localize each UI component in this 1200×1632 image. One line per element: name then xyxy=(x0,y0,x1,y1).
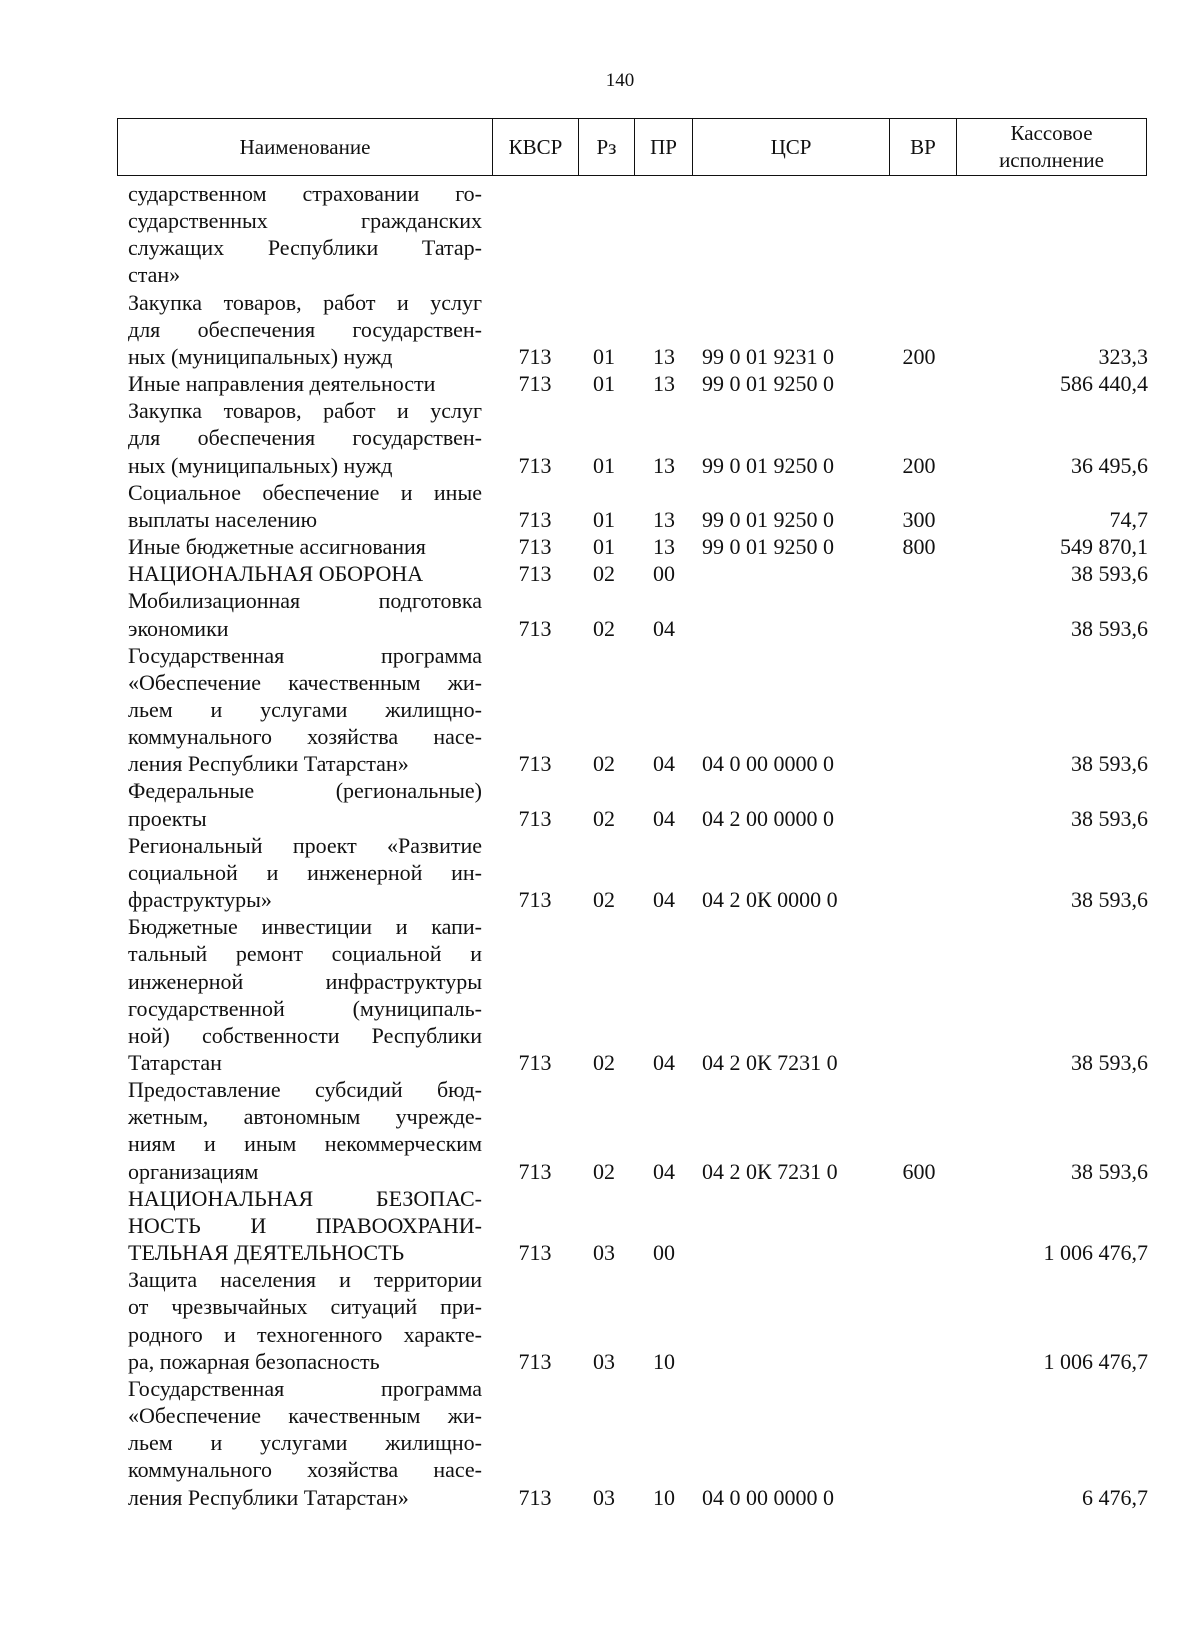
row-vr: 200 xyxy=(902,452,936,478)
row-name-line: «Обеспечение качественным жи- xyxy=(128,669,482,695)
row-kvsr: 713 xyxy=(518,534,552,560)
row-rz: 03 xyxy=(593,1484,615,1510)
row-name xyxy=(128,587,482,641)
row-amount: 549 870,1 xyxy=(1060,534,1148,560)
row-pr: 13 xyxy=(653,534,675,560)
row-kvsr: 713 xyxy=(518,805,552,831)
row-name xyxy=(128,397,482,478)
row-name-line: жетным, автономным учрежде- xyxy=(128,1104,482,1130)
row-csr: 04 2 0К 0000 0 xyxy=(702,887,838,913)
row-kvsr: 713 xyxy=(518,561,552,587)
row-name-line: организациям xyxy=(128,1158,259,1184)
row-rz: 01 xyxy=(593,506,615,532)
row-csr: 04 2 00 0000 0 xyxy=(702,805,834,831)
row-amount: 38 593,6 xyxy=(1071,751,1148,777)
row-amount: 6 476,7 xyxy=(1082,1484,1148,1510)
row-rz: 02 xyxy=(593,751,615,777)
table-header xyxy=(117,118,1147,176)
row-name xyxy=(128,180,482,289)
row-csr: 99 0 01 9231 0 xyxy=(702,343,834,369)
header-vr: ВР xyxy=(889,119,956,175)
row-kvsr: 713 xyxy=(518,615,552,641)
row-kvsr: 713 xyxy=(518,1348,552,1374)
table-row xyxy=(0,587,1200,641)
row-name-line: льем и услугами жилищно- xyxy=(128,696,482,722)
row-amount: 586 440,4 xyxy=(1060,371,1148,397)
table-row xyxy=(0,1266,1200,1375)
table-body xyxy=(0,180,1200,1511)
table-row xyxy=(0,479,1200,533)
row-kvsr: 713 xyxy=(518,343,552,369)
row-pr: 13 xyxy=(653,506,675,532)
row-amount: 1 006 476,7 xyxy=(1043,1348,1148,1374)
row-name-line: Татарстан xyxy=(128,1050,222,1075)
row-rz: 01 xyxy=(593,371,615,397)
row-name-line: Закупка товаров, работ и услуг xyxy=(128,289,482,315)
header-amount: Кассовое исполнение xyxy=(956,119,1146,175)
row-name-line: Федеральные (региональные) xyxy=(128,778,482,804)
header-kvsr: КВСР xyxy=(492,119,578,175)
table-row xyxy=(0,370,1200,397)
row-csr: 99 0 01 9250 0 xyxy=(702,534,834,560)
row-csr: 04 2 0К 7231 0 xyxy=(702,1158,838,1184)
row-rz: 01 xyxy=(593,534,615,560)
row-amount: 38 593,6 xyxy=(1071,561,1148,587)
row-pr: 04 xyxy=(653,751,675,777)
row-name-line: Государственная программа xyxy=(128,1375,482,1401)
row-name-line: экономики xyxy=(128,615,229,641)
row-amount: 1 006 476,7 xyxy=(1043,1240,1148,1266)
row-name-line: НОСТЬ И ПРАВООХРАНИ- xyxy=(128,1212,482,1238)
table-row xyxy=(0,1185,1200,1266)
header-rz: Рз xyxy=(578,119,634,175)
row-pr: 13 xyxy=(653,452,675,478)
table-row xyxy=(0,180,1200,289)
row-name-line: ления Республики Татарстан» xyxy=(128,751,409,777)
row-vr: 200 xyxy=(902,343,936,369)
row-name xyxy=(128,560,482,587)
row-vr: 600 xyxy=(902,1158,936,1184)
table-row xyxy=(0,1375,1200,1511)
row-name-line: социальной и инженерной ин- xyxy=(128,859,482,885)
row-name-line: тальный ремонт социальной и xyxy=(128,941,482,967)
table-row xyxy=(0,642,1200,778)
row-name-line: Предоставление субсидий бюд- xyxy=(128,1077,482,1103)
row-amount: 38 593,6 xyxy=(1071,1050,1148,1075)
row-name-line: Закупка товаров, работ и услуг xyxy=(128,398,482,424)
row-name-line: коммунального хозяйства насе- xyxy=(128,724,482,750)
row-pr: 13 xyxy=(653,343,675,369)
row-kvsr: 713 xyxy=(518,371,552,397)
row-name-line: для обеспечения государствен- xyxy=(128,425,482,451)
row-csr: 04 0 00 0000 0 xyxy=(702,1484,834,1510)
row-csr: 04 0 00 0000 0 xyxy=(702,751,834,777)
row-name xyxy=(128,1076,482,1185)
row-name-line: от чрезвычайных ситуаций при- xyxy=(128,1294,482,1320)
row-pr: 04 xyxy=(653,1050,675,1075)
row-pr: 04 xyxy=(653,887,675,913)
row-pr: 10 xyxy=(653,1348,675,1374)
row-name-line: ления Республики Татарстан» xyxy=(128,1484,409,1510)
row-name-line: Государственная программа xyxy=(128,642,482,668)
table-row xyxy=(0,1076,1200,1185)
row-name xyxy=(128,533,482,560)
row-name-line: НАЦИОНАЛЬНАЯ ОБОРОНА xyxy=(128,561,424,587)
table-row xyxy=(0,397,1200,478)
row-amount: 38 593,6 xyxy=(1071,805,1148,831)
row-rz: 02 xyxy=(593,1050,615,1075)
row-pr: 00 xyxy=(653,1240,675,1266)
table-row xyxy=(0,913,1200,1076)
table-row xyxy=(0,777,1200,831)
row-name xyxy=(128,642,482,778)
row-name-line: ТЕЛЬНАЯ ДЕЯТЕЛЬНОСТЬ xyxy=(128,1240,405,1266)
table-row xyxy=(0,832,1200,913)
row-kvsr: 713 xyxy=(518,452,552,478)
row-amount: 74,7 xyxy=(1109,506,1148,532)
row-kvsr: 713 xyxy=(518,1050,552,1075)
row-name-line: ниям и иным некоммерческим xyxy=(128,1131,482,1157)
row-rz: 01 xyxy=(593,343,615,369)
row-rz: 03 xyxy=(593,1240,615,1266)
row-name-line: выплаты населению xyxy=(128,506,318,532)
row-name xyxy=(128,1185,482,1266)
row-name xyxy=(128,479,482,533)
row-name-line: льем и услугами жилищно- xyxy=(128,1430,482,1456)
row-name xyxy=(128,1266,482,1375)
row-name-line: ных (муниципальных) нужд xyxy=(128,343,393,369)
row-kvsr: 713 xyxy=(518,887,552,913)
row-name-line: ных (муниципальных) нужд xyxy=(128,452,393,478)
row-name-line: НАЦИОНАЛЬНАЯ БЕЗОПАС- xyxy=(128,1185,482,1211)
row-name xyxy=(128,289,482,370)
row-csr: 04 2 0К 7231 0 xyxy=(702,1050,838,1075)
row-name-line: Иные направления деятельности xyxy=(128,371,436,397)
row-name xyxy=(128,1375,482,1511)
row-kvsr: 713 xyxy=(518,1484,552,1510)
row-name-line: ра, пожарная безопасность xyxy=(128,1348,380,1374)
row-pr: 04 xyxy=(653,1158,675,1184)
row-pr: 13 xyxy=(653,371,675,397)
row-name-line: «Обеспечение качественным жи- xyxy=(128,1403,482,1429)
row-name-line: для обеспечения государствен- xyxy=(128,316,482,342)
row-name-line: стан» xyxy=(128,262,181,288)
row-pr: 04 xyxy=(653,805,675,831)
row-name-line: Иные бюджетные ассигнования xyxy=(128,534,426,560)
row-vr: 300 xyxy=(902,506,936,532)
row-name-line: фраструктуры» xyxy=(128,887,272,913)
page-number: 140 xyxy=(605,70,635,91)
row-pr: 04 xyxy=(653,615,675,641)
row-csr: 99 0 01 9250 0 xyxy=(702,452,834,478)
row-name xyxy=(128,370,482,397)
row-name-line: Мобилизационная подготовка xyxy=(128,588,482,614)
row-rz: 02 xyxy=(593,1158,615,1184)
row-amount: 38 593,6 xyxy=(1071,615,1148,641)
row-name-line: служащих Республики Татар- xyxy=(128,235,482,261)
row-name-line: инженерной инфраструктуры xyxy=(128,968,482,994)
row-rz: 03 xyxy=(593,1348,615,1374)
table-row xyxy=(0,560,1200,587)
row-name-line: Региональный проект «Развитие xyxy=(128,832,482,858)
row-kvsr: 713 xyxy=(518,1158,552,1184)
row-amount: 36 495,6 xyxy=(1071,452,1148,478)
row-rz: 02 xyxy=(593,887,615,913)
row-name-line: коммунального хозяйства насе- xyxy=(128,1457,482,1483)
row-name xyxy=(128,777,482,831)
row-name-line: Защита населения и территории xyxy=(128,1267,482,1293)
table-row xyxy=(0,289,1200,370)
row-name-line: государственной (муниципаль- xyxy=(128,995,482,1021)
row-rz: 02 xyxy=(593,805,615,831)
table-row xyxy=(0,533,1200,560)
row-pr: 10 xyxy=(653,1484,675,1510)
row-amount: 38 593,6 xyxy=(1071,1158,1148,1184)
header-csr: ЦСР xyxy=(692,119,889,175)
row-pr: 00 xyxy=(653,561,675,587)
row-amount: 38 593,6 xyxy=(1071,887,1148,913)
row-vr: 800 xyxy=(902,534,936,560)
row-rz: 02 xyxy=(593,561,615,587)
header-name: Наименование xyxy=(239,134,371,159)
row-kvsr: 713 xyxy=(518,1240,552,1266)
row-name-line: родного и техногенного характе- xyxy=(128,1321,482,1347)
row-kvsr: 713 xyxy=(518,751,552,777)
row-name xyxy=(128,832,482,913)
row-name-line: ной) собственности Республики xyxy=(128,1022,482,1048)
row-rz: 01 xyxy=(593,452,615,478)
row-name-line: сударственном страховании го- xyxy=(128,181,482,206)
row-name-line: Социальное обеспечение и иные xyxy=(128,479,482,505)
row-amount: 323,3 xyxy=(1098,343,1148,369)
row-kvsr: 713 xyxy=(518,506,552,532)
header-pr: ПР xyxy=(634,119,692,175)
row-name-line: сударственных гражданских xyxy=(128,208,482,234)
row-name-line: проекты xyxy=(128,805,207,831)
row-name xyxy=(128,913,482,1076)
row-name-line: Бюджетные инвестиции и капи- xyxy=(128,914,482,940)
row-csr: 99 0 01 9250 0 xyxy=(702,371,834,397)
row-csr: 99 0 01 9250 0 xyxy=(702,506,834,532)
row-rz: 02 xyxy=(593,615,615,641)
